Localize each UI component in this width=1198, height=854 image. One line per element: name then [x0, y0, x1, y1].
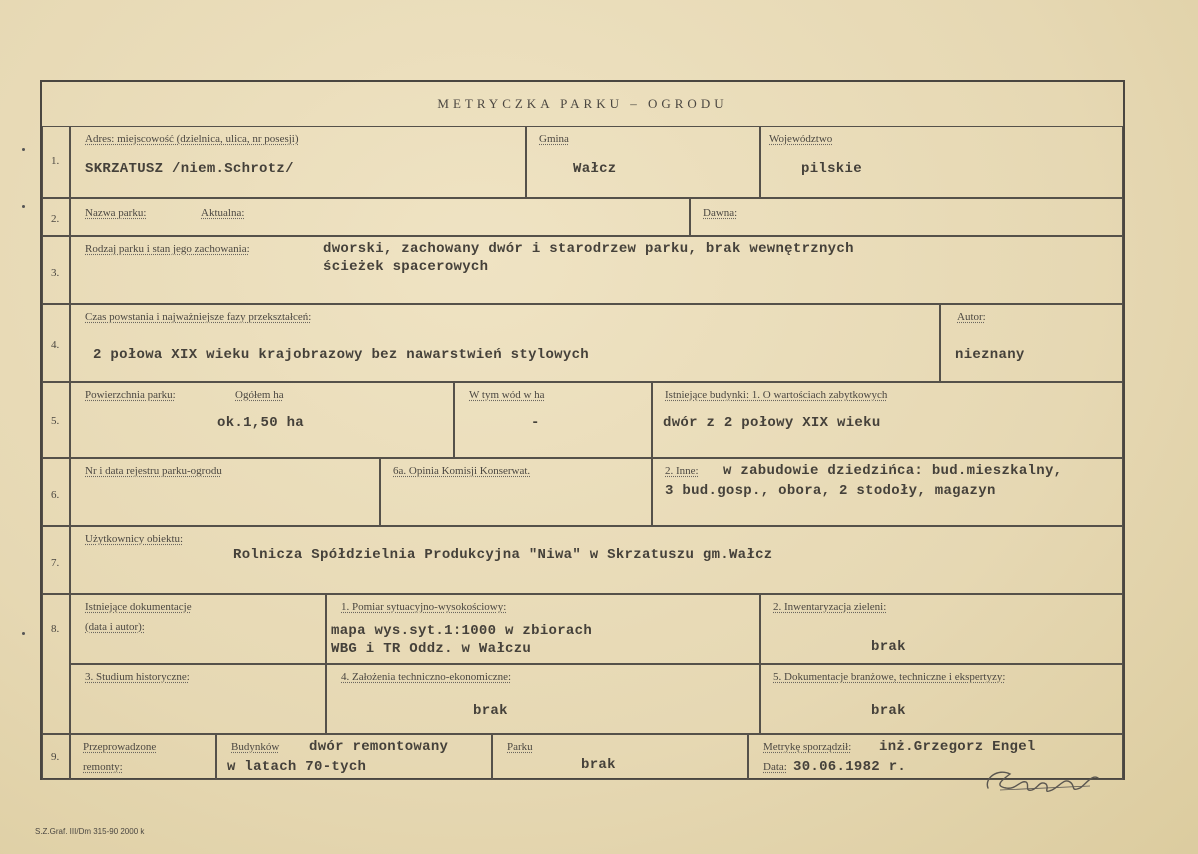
users-cell: [70, 526, 1123, 594]
total-area-label: Ogółem ha: [235, 389, 284, 401]
row-number: 6.: [51, 489, 60, 501]
historical-study-cell: [70, 664, 326, 734]
other-buildings-value-line1: w zabudowie dziedzińca: bud.mieszkalny,: [723, 463, 1063, 479]
handwritten-signature: [980, 760, 1110, 800]
row-number: 9.: [51, 751, 60, 763]
former-name-label: Dawna:: [703, 207, 738, 219]
buildings-renovation-value-line1: dwór remontowany: [309, 739, 449, 755]
park-type-label: Rodzaj parku i stan jego zachowania:: [85, 243, 250, 255]
author-cell: [940, 304, 1123, 382]
voivodeship-cell: [760, 126, 1123, 198]
survey-cell: [326, 594, 760, 664]
row-number: 4.: [51, 339, 60, 351]
historic-buildings-label: Istniejące budynki: 1. O wartościach zabytkowych: [665, 389, 888, 401]
compiled-by-label: Metrykę sporządził:: [763, 741, 852, 753]
buildings-renovation-label: Budynków: [231, 741, 280, 753]
row-number: 1.: [51, 155, 60, 167]
other-buildings-label: 2. Inne:: [665, 465, 699, 477]
historic-buildings-value: dwór z 2 połowy XIX wieku: [663, 415, 881, 431]
date-value: 30.06.1982 r.: [793, 759, 907, 775]
row-number-cell: [42, 526, 70, 594]
users-label: Użytkownicy obiektu:: [85, 533, 184, 545]
technical-economic-value: brak: [473, 703, 508, 719]
park-type-value-line1: dworski, zachowany dwór i starodrzew parku, brak wewnętrznych: [323, 241, 854, 257]
row-number: 8.: [51, 623, 60, 635]
address-label: Adres: miejscowość (dzielnica, ulica, nr posesji): [85, 133, 299, 145]
buildings-renovation-cell: [216, 734, 492, 780]
row-number-cell: [42, 198, 70, 236]
row-number: 5.: [51, 415, 60, 427]
other-buildings-value-line2: 3 bud.gosp., obora, 2 stodoły, magazyn: [665, 483, 996, 499]
gmina-value: Wałcz: [573, 161, 617, 177]
greenery-inventory-cell: [760, 594, 1123, 664]
former-name-cell: [690, 198, 1123, 236]
commission-opinion-cell: [380, 458, 652, 526]
renovations-sublabel: remonty:: [83, 761, 123, 773]
row-number-cell: [42, 594, 70, 734]
historical-study-label: 3. Studium historyczne:: [85, 671, 190, 683]
punch-dot: [22, 148, 25, 151]
survey-value-line1: mapa wys.syt.1:1000 w zbiorach: [331, 623, 593, 639]
park-renovation-cell: [492, 734, 748, 780]
punch-dot: [22, 632, 25, 635]
register-cell: [70, 458, 380, 526]
register-label: Nr i data rejestru parku-ogrodu: [85, 465, 222, 477]
park-record-form: [40, 80, 1125, 780]
row-number: 2.: [51, 213, 60, 225]
current-name-label: Aktualna:: [201, 207, 245, 219]
greenery-inventory-label: 2. Inwentaryzacja zieleni:: [773, 601, 887, 613]
row-number: 7.: [51, 557, 60, 569]
row-number-cell: [42, 458, 70, 526]
historic-buildings-cell: [652, 382, 1123, 458]
compiled-by-value: inż.Grzegorz Engel: [879, 739, 1036, 755]
technical-economic-cell: [326, 664, 760, 734]
punch-dot: [22, 205, 25, 208]
documentation-cell: [70, 594, 326, 664]
commission-opinion-label: 6a. Opinia Komisji Konserwat.: [393, 465, 531, 477]
row-number-cell: [42, 126, 70, 198]
area-value: ok.1,50 ha: [217, 415, 305, 431]
history-label: Czas powstania i najważniejsze fazy przekształceń:: [85, 311, 312, 323]
greenery-inventory-value: brak: [871, 639, 906, 655]
survey-label: 1. Pomiar sytuacyjno-wysokościowy:: [341, 601, 507, 613]
row-number-cell: [42, 304, 70, 382]
industry-documentation-label: 5. Dokumentacje branżowe, techniczne i ekspertyzy:: [773, 671, 1006, 683]
voivodeship-value: pilskie: [801, 161, 862, 177]
row-number-cell: [42, 236, 70, 304]
users-value: Rolnicza Spółdzielnia Produkcyjna "Niwa" w Skrzatuszu gm.Wałcz: [233, 547, 773, 563]
technical-economic-label: 4. Założenia techniczno-ekonomiczne:: [341, 671, 512, 683]
row-number: 3.: [51, 267, 60, 279]
documentation-sublabel: (data i autor):: [85, 621, 145, 633]
industry-documentation-value: brak: [871, 703, 906, 719]
water-area-label: W tym wód w ha: [469, 389, 545, 401]
history-cell: [70, 304, 940, 382]
other-buildings-cell: [652, 458, 1123, 526]
area-label: Powierzchnia parku:: [85, 389, 176, 401]
park-name-cell: [70, 198, 690, 236]
address-cell: [70, 126, 526, 198]
gmina-label: Gmina: [539, 133, 569, 145]
renovations-cell: [70, 734, 216, 780]
park-name-label: Nazwa parku:: [85, 207, 147, 219]
gmina-cell: [526, 126, 760, 198]
park-renovation-label: Parku: [507, 741, 533, 753]
industry-documentation-cell: [760, 664, 1123, 734]
area-cell: [70, 382, 454, 458]
water-area-value: -: [531, 415, 540, 431]
renovations-label: Przeprowadzone: [83, 741, 157, 753]
print-footer: S.Z.Graf. III/Dm 315-90 2000 k: [35, 827, 145, 836]
park-type-value-line2: ścieżek spacerowych: [323, 259, 489, 275]
form-title: METRYCZKA PARKU – OGRODU: [42, 82, 1123, 127]
author-label: Autor:: [957, 311, 986, 323]
park-type-cell: [70, 236, 1123, 304]
row-number-cell: [42, 734, 70, 780]
date-label: Data:: [763, 761, 787, 773]
history-value: 2 połowa XIX wieku krajobrazowy bez nawarstwień stylowych: [93, 347, 589, 363]
park-renovation-value: brak: [581, 757, 616, 773]
voivodeship-label: Województwo: [769, 133, 833, 145]
buildings-renovation-value-line2: w latach 70-tych: [227, 759, 367, 775]
address-value: SKRZATUSZ /niem.Schrotz/: [85, 161, 294, 177]
documentation-label: Istniejące dokumentacje: [85, 601, 192, 613]
water-area-cell: [454, 382, 652, 458]
row-number-cell: [42, 382, 70, 458]
survey-value-line2: WBG i TR Oddz. w Wałczu: [331, 641, 532, 657]
author-value: nieznany: [955, 347, 1025, 363]
